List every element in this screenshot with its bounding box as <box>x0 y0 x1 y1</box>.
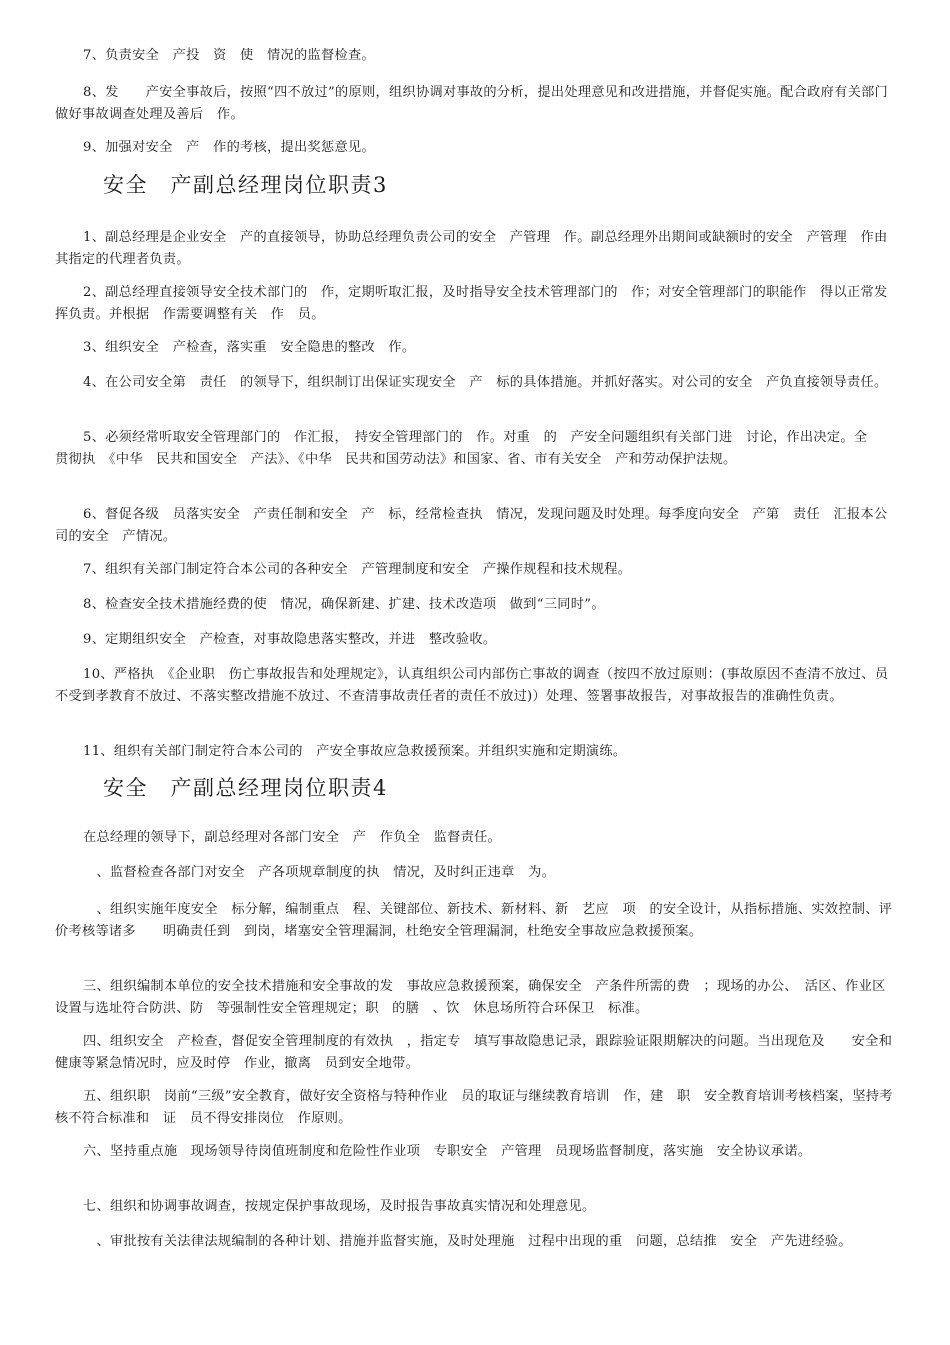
paragraph: 8、发 产安全事故后，按照“四不放过”的原则，组织协调对事故的分析，提出处理意见和改进措施，并督促实施。配合政府有关部门做好事故调查处理及善后 作。 <box>55 85 889 122</box>
paragraph: 四、组织安全 产检查，督促安全管理制度的有效执 ，指定专 填写事故隐患记录，跟踪验证限期解决的问题。当出现危及 安全和健康等紧急情况时，应及时停 作业，撤离 员到安全地带。 <box>55 1034 893 1071</box>
paragraph: 七、组织和协调事故调查，按规定保护事故现场，及时报告事故真实情况和处理意见。 <box>83 1199 596 1214</box>
paragraph: 6、督促各级 员落实安全 产责任制和安全 产 标，经常检查执 情况，发现问题及时处理。每季度向安全 产第 责任 汇报本公司的安全 产情况。 <box>55 507 888 544</box>
paragraph: 三、组织编制本单位的安全技术措施和安全事故的发 事故应急救援预案，确保安全 产条件所需的费 ；现场的办公、 活区、作业区设置与选址符合防洪、防 等强制性安全管理规定；职 的膳 、饮 休息场所符合环保卫 标准。 <box>55 979 886 1016</box>
paragraph: 9、定期组织安全 产检查，对事故隐患落实整改，并进 整改验收。 <box>83 632 497 647</box>
paragraph: 六、坚持重点施 现场领导待岗值班制度和危险性作业项 专职安全 产管理 员现场监督制度，落实施 安全协议承诺。 <box>83 1144 812 1159</box>
paragraph: 9、加强对安全 产 作的考核，提出奖惩意见。 <box>83 140 375 155</box>
paragraph: 7、负责安全 产投 资 使 情况的监督检查。 <box>83 48 375 63</box>
paragraph: 2、副总经理直接领导安全技术部门的 作，定期听取汇报，及时指导安全技术管理部门的 作；对安全管理部门的职能作 得以正常发挥负责。并根据 作需要调整有关 作 员。 <box>55 285 888 322</box>
paragraph: 3、组织安全 产检查，落实重 安全隐患的整改 作。 <box>83 340 416 355</box>
paragraph: 在总经理的领导下，副总经理对各部门安全 产 作负全 监督责任。 <box>83 830 502 845</box>
paragraph: 、审批按有关法律法规编制的各种计划、措施并监督实施，及时处理施 过程中出现的重 问题，总结推 安全 产先进经验。 <box>83 1234 852 1249</box>
paragraph: 、监督检查各部门对安全 产各项规章制度的执 情况，及时纠正违章 为。 <box>83 865 556 880</box>
paragraph: 11、组织有关部门制定符合本公司的 产安全事故应急救援预案。并组织实施和定期演练。 <box>83 744 627 759</box>
section-heading: 安全 产副总经理岗位职责3 <box>103 173 388 197</box>
paragraph: 7、组织有关部门制定符合本公司的各种安全 产管理制度和安全 产操作规程和技术规程。 <box>83 562 632 577</box>
paragraph: 8、检查安全技术措施经费的使 情况，确保新建、扩建、技术改造项 做到“三同时”。 <box>83 597 605 612</box>
paragraph: 5、必须经常听取安全管理部门的 作汇报， 持安全管理部门的 作。对重 的 产安全问题组织有关部门进 讨论，作出决定。全 贯彻执 《中华 民共和国安全 产法》、《中华 民共和国劳动法》和国家、省、市有关安全 产和劳动保护法规。 <box>55 430 881 467</box>
paragraph: 、组织实施年度安全 标分解，编制重点 程、关键部位、新技术、新材料、新 艺应 项 的安全设计，从指标措施、实效控制、评价考核等诸多 明确责任到 到岗，堵塞安全管理漏洞，杜绝安全管理漏洞，杜绝安全事故应急救援预案。 <box>55 902 893 939</box>
paragraph: 五、组织职 岗前“三级”安全教育，做好安全资格与特种作业 员的取证与继续教育培训 作，建 职 安全教育培训考核档案，坚持考核不符合标准和 证 员不得安排岗位 作原则。 <box>55 1089 893 1126</box>
paragraph: 4、在公司安全第 责任 的领导下，组织制订出保证实现安全 产 标的具体措施。并抓好落实。对公司的安全 产负直接领导责任。 <box>83 375 888 390</box>
paragraph: 1、副总经理是企业安全 产的直接领导，协助总经理负责公司的安全 产管理 作。副总经理外出期间或缺额时的安全 产管理 作由其指定的代理者负责。 <box>55 230 888 267</box>
paragraph: 10、严格执 《企业职 伤亡事故报告和处理规定》，认真组织公司内部伤亡事故的调查（按四不放过原则：(事故原因不查清不放过、员 不受到孝教育不放过、不落实整改措施不放过、不查清事故责任者的责任不放过)）处理、签署事故报告，对事故报告的准确性负责。 <box>55 667 902 704</box>
section-heading: 安全 产副总经理岗位职责4 <box>103 776 388 800</box>
